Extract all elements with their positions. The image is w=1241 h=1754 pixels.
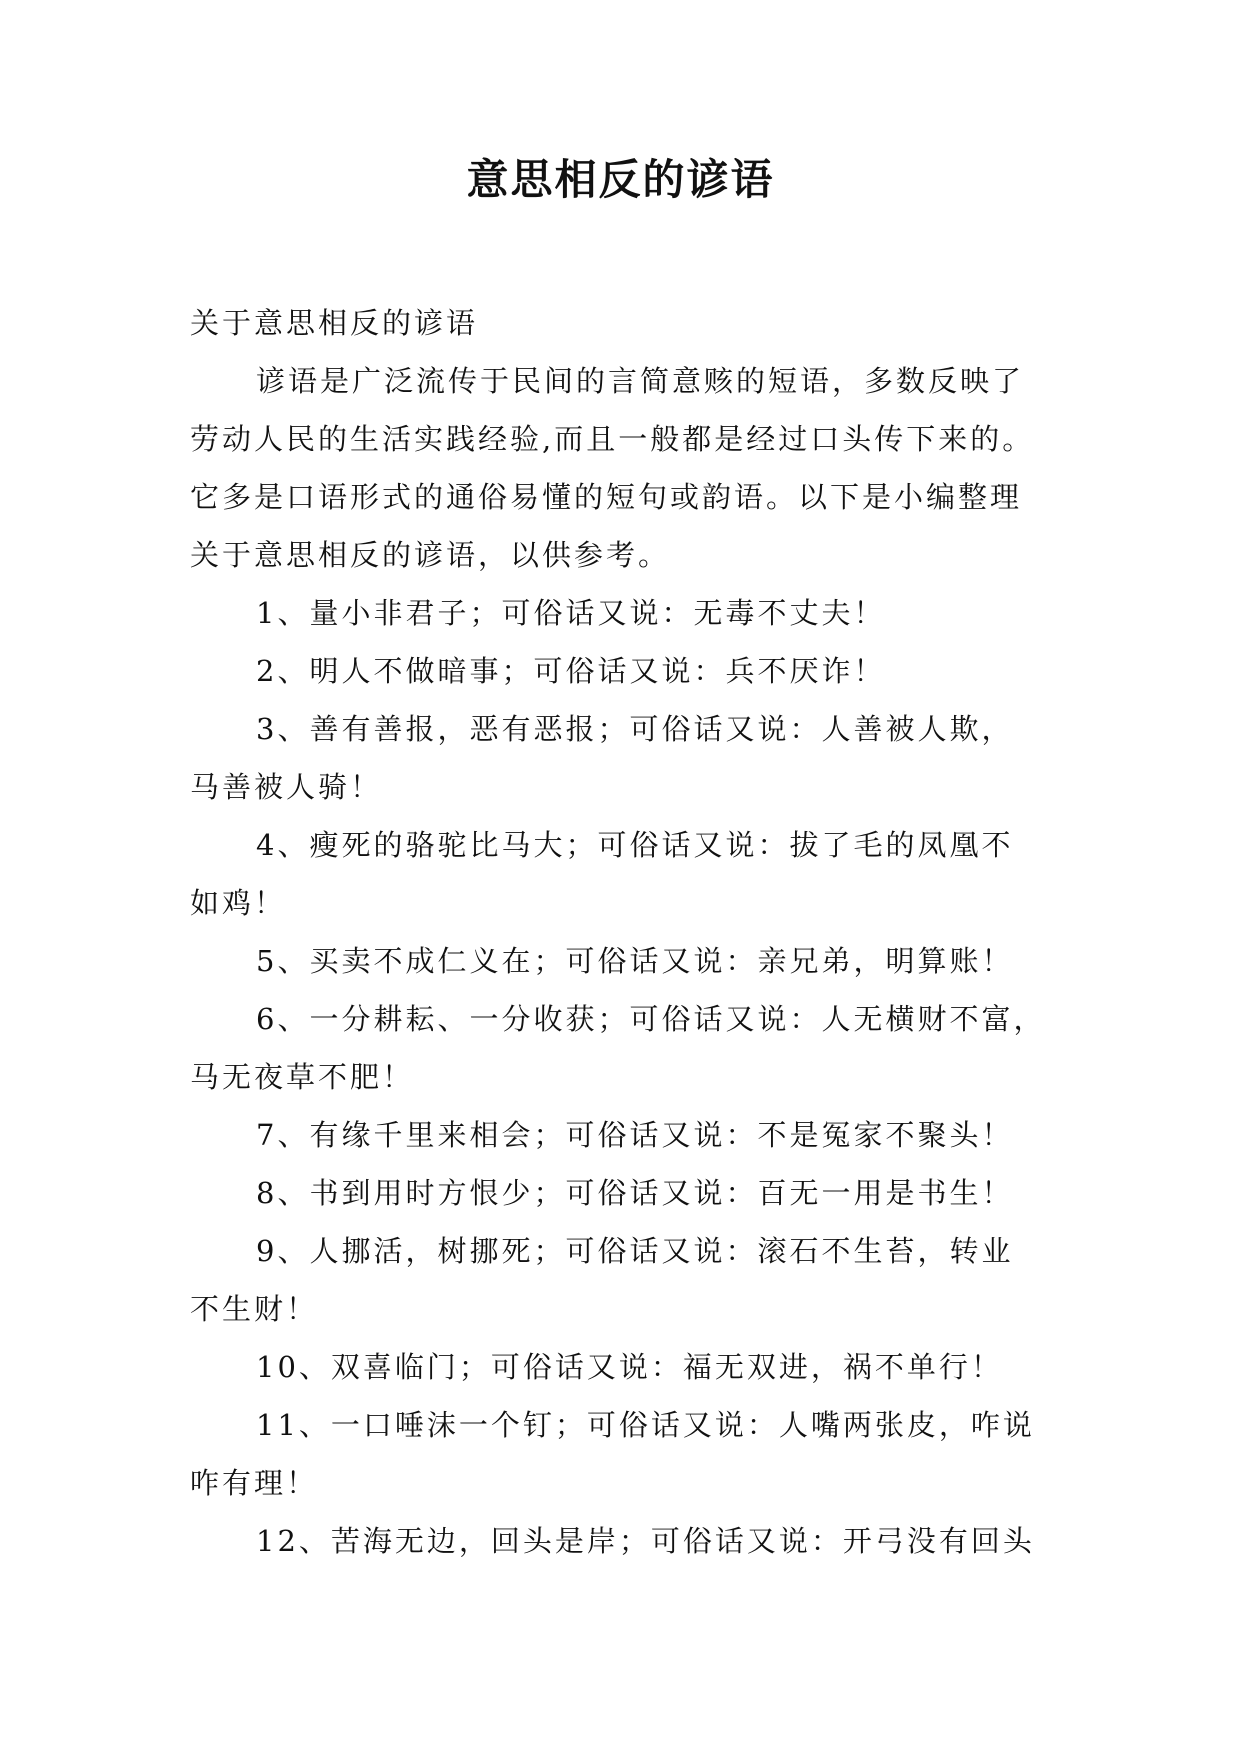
intro-line: 它多是口语形式的通俗易懂的短句或韵语。以下是小编整理 (190, 480, 1023, 514)
proverb-item-5 (190, 932, 1070, 990)
intro-paragraph (190, 352, 1070, 584)
proverb-line: 马无夜草不肥！ (190, 1060, 415, 1094)
proverb-line: 7、有缘千里来相会；可俗话又说：不是冤家不聚头！ (256, 1118, 1014, 1152)
subtitle-line: 关于意思相反的谚语 (190, 306, 479, 340)
proverb-item-3 (190, 700, 1070, 816)
proverb-item-8 (190, 1164, 1070, 1222)
document-title: 意思相反的谚语 (466, 155, 775, 204)
intro-line: 劳动人民的生活实践经验,而且一般都是经过口头传下来的。 (190, 422, 1035, 456)
intro-line: 关于意思相反的谚语，以供参考。 (190, 538, 671, 572)
proverb-item-10 (190, 1338, 1070, 1396)
proverb-line: 4、瘦死的骆驼比马大；可俗话又说：拔了毛的凤凰不 (256, 828, 1014, 862)
proverb-item-9 (190, 1222, 1070, 1338)
proverb-item-6 (190, 990, 1070, 1106)
proverb-item-4 (190, 816, 1070, 932)
proverb-line: 3、善有善报，恶有恶报；可俗话又说：人善被人欺， (256, 712, 1014, 746)
document-body (190, 294, 1070, 1570)
proverb-item-1 (190, 584, 1070, 642)
proverb-line: 咋有理！ (190, 1466, 319, 1500)
proverb-item-11 (190, 1396, 1070, 1512)
proverb-line: 9、人挪活，树挪死；可俗话又说：滚石不生苔，转业 (256, 1234, 1014, 1268)
proverb-line: 11、一口唾沫一个钉；可俗话又说：人嘴两张皮，咋说 (256, 1408, 1035, 1442)
proverb-line: 8、书到用时方恨少；可俗话又说：百无一用是书生！ (256, 1176, 1014, 1210)
proverb-line: 12、苦海无边，回头是岸；可俗话又说：开弓没有回头 (256, 1524, 1035, 1558)
proverb-item-7 (190, 1106, 1070, 1164)
proverb-line: 6、一分耕耘、一分收获；可俗话又说：人无横财不富， (256, 1002, 1046, 1036)
intro-line: 谚语是广泛流传于民间的言简意赅的短语，多数反映了 (256, 364, 1025, 398)
proverb-line: 5、买卖不成仁义在；可俗话又说：亲兄弟，明算账！ (256, 944, 1014, 978)
proverb-line: 1、量小非君子；可俗话又说：无毒不丈夫！ (256, 596, 886, 630)
proverb-line: 马善被人骑！ (190, 770, 383, 804)
proverb-item-2 (190, 642, 1070, 700)
proverb-line: 不生财！ (190, 1292, 319, 1326)
proverb-item-12 (190, 1512, 1070, 1570)
proverb-line: 2、明人不做暗事；可俗话又说：兵不厌诈！ (256, 654, 886, 688)
proverb-line: 如鸡！ (190, 886, 287, 920)
proverb-line: 10、双喜临门；可俗话又说：福无双进，祸不单行！ (256, 1350, 1003, 1384)
